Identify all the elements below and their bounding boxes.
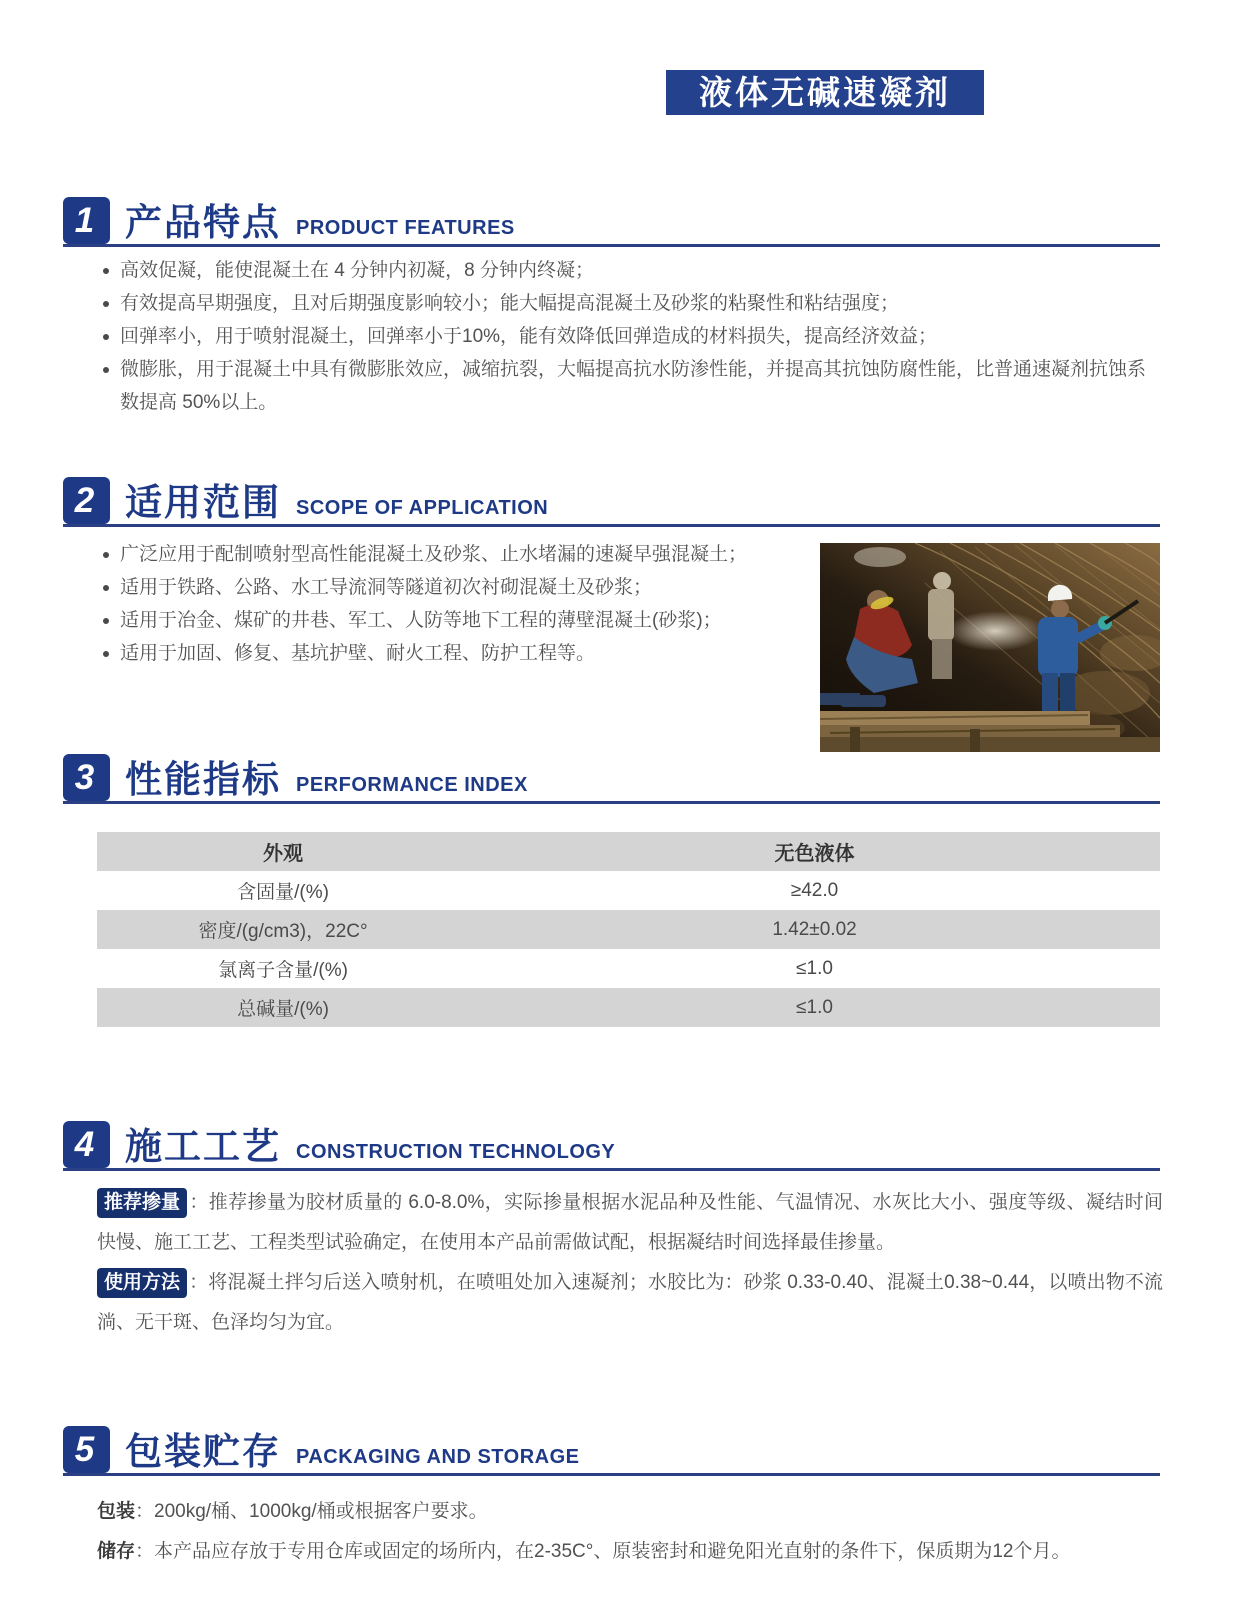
section-3-title-zh: 性能指标 <box>125 759 281 800</box>
table-header-value: 无色液体 <box>774 843 855 865</box>
section-5-number-badge: 5 <box>63 1426 110 1473</box>
list-item <box>100 637 800 670</box>
table-cell-value: 1.42±0.02 <box>772 918 857 940</box>
table-cell-value: ≤1.0 <box>796 996 833 1018</box>
section-4-number-badge: 4 <box>63 1121 110 1168</box>
section-3-header <box>63 753 1160 804</box>
bullet-dot-icon <box>100 571 120 604</box>
packaging-text: ：200kg/桶、1000kg/桶或根据客户要求。 <box>135 1501 488 1522</box>
section-3-number-badge: 3 <box>63 754 110 801</box>
section-2-number-badge: 2 <box>63 477 110 524</box>
scope-of-application-list <box>100 538 800 670</box>
bullet-text: 微膨胀，用于混凝土中具有微膨胀效应，减缩抗裂，大幅提高抗水防渗性能，并提高其抗蚀防腐性能，比普通速凝剂抗蚀系数提高 50%以上。 <box>120 359 1147 413</box>
bullet-text: 高效促凝，能使混凝土在 4 分钟内初凝，8 分钟内终凝； <box>120 260 594 281</box>
storage-text: ：本产品应存放于专用仓库或固定的场所内，在2-35C°、原装密封和避免阳光直射的条件下，保质期为12个月。 <box>135 1541 1071 1562</box>
table-cell-label: 氯离子含量/(%) <box>218 960 348 981</box>
list-item <box>100 287 1162 320</box>
performance-index-table <box>97 832 1160 1027</box>
table-row <box>97 988 1160 1027</box>
table-header-property: 外观 <box>263 843 304 865</box>
bullet-text: 适用于铁路、公路、水工导流洞等隧道初次衬砌混凝土及砂浆； <box>120 577 653 598</box>
bullet-dot-icon <box>100 538 120 571</box>
section-1-title-en: PRODUCT FEATURES <box>296 217 515 239</box>
list-item <box>100 538 800 571</box>
packaging-storage-text <box>97 1492 1163 1572</box>
paragraph-usage-method <box>97 1263 1163 1343</box>
bullet-text: 适用于冶金、煤矿的井巷、军工、人防等地下工程的薄壁混凝土(砂浆)； <box>120 610 722 631</box>
paragraph-text: ：将混凝土拌匀后送入喷射机，在喷咀处加入速凝剂；水胶比为：砂浆 0.33-0.40、混凝土0.38~0.44，以喷出物不流淌、无干斑、色泽均匀为宜。 <box>97 1272 1163 1333</box>
section-5-title-zh: 包装贮存 <box>125 1431 281 1472</box>
tunnel-construction-photo <box>820 543 1160 752</box>
construction-technology-text <box>97 1183 1163 1343</box>
section-4-title-zh: 施工工艺 <box>125 1126 281 1167</box>
recommended-dosage-label-badge: 推荐掺量 <box>97 1188 187 1218</box>
table-header-row <box>97 832 1160 871</box>
table-cell-label: 密度/(g/cm3)，22C° <box>198 921 368 942</box>
section-5-title-en: PACKAGING AND STORAGE <box>296 1446 580 1468</box>
list-item <box>100 254 1162 287</box>
bullet-dot-icon <box>100 604 120 637</box>
bullet-text: 广泛应用于配制喷射型高性能混凝土及砂浆、止水堵漏的速凝早强混凝土； <box>120 544 748 565</box>
list-item <box>100 353 1162 419</box>
storage-label: 储存 <box>97 1541 136 1562</box>
bullet-text: 回弹率小，用于喷射混凝土，回弹率小于10%，能有效降低回弹造成的材料损失，提高经济效益； <box>120 326 938 347</box>
section-2-header <box>63 476 1160 527</box>
list-item <box>100 604 800 637</box>
section-4-title-en: CONSTRUCTION TECHNOLOGY <box>296 1141 616 1163</box>
table-row <box>97 910 1160 949</box>
list-item <box>100 320 1162 353</box>
bullet-dot-icon <box>100 320 120 353</box>
section-2-title-en: SCOPE OF APPLICATION <box>296 497 549 519</box>
usage-method-label-badge: 使用方法 <box>97 1268 187 1298</box>
table-cell-label: 含固量/(%) <box>237 882 329 903</box>
table-row <box>97 871 1160 910</box>
list-item <box>100 571 800 604</box>
table-row <box>97 949 1160 988</box>
bullet-dot-icon <box>100 637 120 670</box>
section-2-title-zh: 适用范围 <box>125 482 281 523</box>
table-cell-value: ≥42.0 <box>790 879 839 901</box>
bullet-text: 有效提高早期强度，且对后期强度影响较小；能大幅提高混凝土及砂浆的粘聚性和粘结强度； <box>120 293 900 314</box>
paragraph-text: ：推荐掺量为胶材质量的 6.0-8.0%，实际掺量根据水泥品种及性能、气温情况、水灰比大小、强度等级、凝结时间快慢、施工工艺、工程类型试验确定，在使用本产品前需做试配，根据凝结时间选择最佳掺量。 <box>97 1192 1163 1253</box>
storage-line <box>97 1532 1163 1572</box>
section-5-header <box>63 1425 1160 1476</box>
section-1-header <box>63 196 1160 247</box>
section-1-number-badge: 1 <box>63 197 110 244</box>
packaging-label: 包装 <box>97 1501 136 1522</box>
page-title-banner: 液体无碱速凝剂 <box>666 70 984 115</box>
table-cell-value: ≤1.0 <box>796 957 833 979</box>
bullet-dot-icon <box>100 353 120 419</box>
packaging-line <box>97 1492 1163 1532</box>
product-features-list <box>100 254 1162 419</box>
bullet-dot-icon <box>100 287 120 320</box>
bullet-text: 适用于加固、修复、基坑护壁、耐火工程、防护工程等。 <box>120 643 596 664</box>
bullet-dot-icon <box>100 254 120 287</box>
table-cell-label: 总碱量/(%) <box>237 999 329 1020</box>
section-3-title-en: PERFORMANCE INDEX <box>296 774 528 796</box>
section-1-title-zh: 产品特点 <box>125 202 281 243</box>
section-4-header <box>63 1120 1160 1171</box>
paragraph-recommended-dosage <box>97 1183 1163 1263</box>
